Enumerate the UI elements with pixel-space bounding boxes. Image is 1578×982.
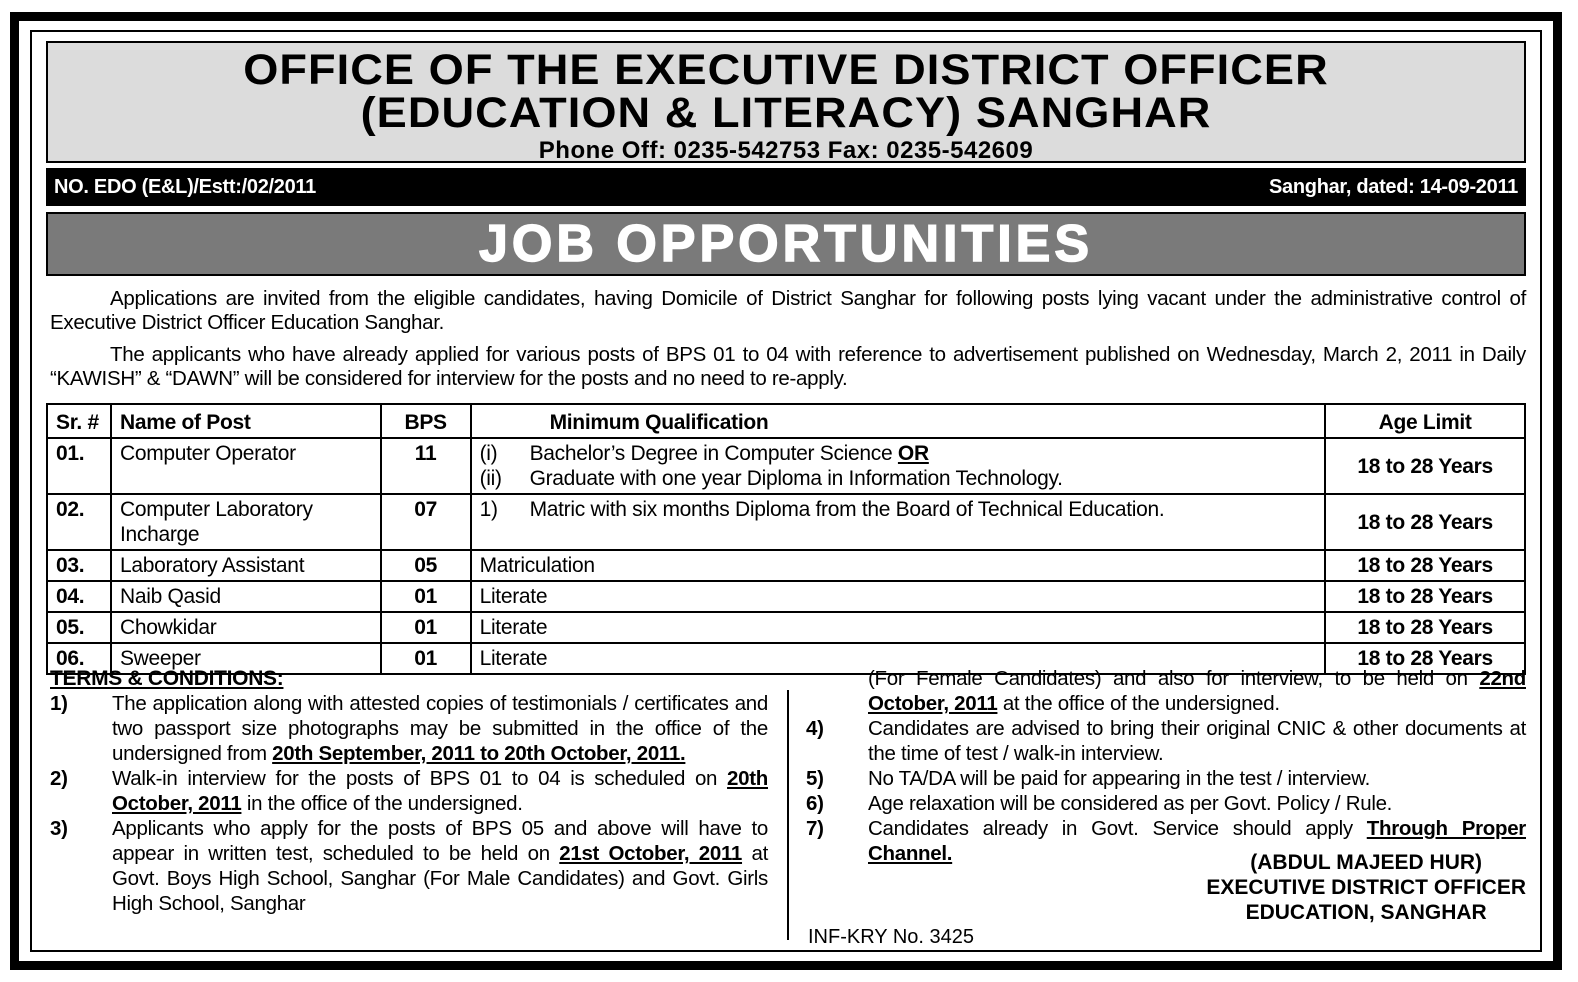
term-number: 2) <box>50 767 68 790</box>
term-text: at Govt. Boys High School, Sanghar (For Male Candidates) and Govt. Girls High School, Sanghar <box>112 842 768 915</box>
term-item <box>50 766 768 816</box>
signatory-name: (ABDUL MAJEED HUR) <box>1250 851 1483 874</box>
item-number: 1) <box>479 498 498 521</box>
banner-title: JOB OPPORTUNITIES <box>46 212 1526 276</box>
sr-cell: 03. <box>47 550 111 581</box>
office-title: OFFICE OF THE EXECUTIVE DISTRICT OFFICER <box>243 46 1329 94</box>
term-text: Age relaxation will be considered as per Govt. Policy / Rule. <box>868 792 1393 815</box>
qualification-cell: Literate <box>471 612 1326 643</box>
term-item <box>806 791 1526 816</box>
term-emphasis: Through Proper Channel. <box>868 817 1526 865</box>
qualification-cell <box>471 438 1326 494</box>
term-text: No TA/DA will be paid for appearing in the test / interview. <box>868 767 1370 790</box>
post-cell: Sweeper <box>111 643 381 674</box>
signatory-department: EDUCATION, SANGHAR <box>1245 901 1487 924</box>
terms-left-column <box>50 666 768 916</box>
age-cell: 18 to 28 Years <box>1325 550 1525 581</box>
header-age: Age Limit <box>1325 404 1525 438</box>
qualification-cell: Literate <box>471 643 1326 674</box>
term-number: 5) <box>806 767 824 790</box>
term-item <box>50 816 768 916</box>
header-qualification: Minimum Qualification <box>471 404 1326 438</box>
or-text: OR <box>897 442 929 465</box>
item-number: (i) <box>479 442 498 465</box>
term-text: (For Female Candidates) and also for interview, to be held on <box>868 667 1480 690</box>
inf-number: INF-KRY No. 3425 <box>808 926 975 948</box>
terms-title: TERMS & CONDITIONS: <box>50 667 284 690</box>
term-number: 3) <box>50 817 68 840</box>
post-cell: Chowkidar <box>111 612 381 643</box>
sr-cell: 01. <box>47 438 111 494</box>
intro-paragraph-2: The applicants who have already applied for various posts of BPS 01 to 04 with reference to advertisement published on Wednesday, March 2, 2011 in Daily “KAWISH” & “DAWN” will be considered for interview for the posts and no need to re-apply. <box>50 343 1526 390</box>
qualification-text: Graduate with one year Diploma in Information Technology. <box>529 467 1063 490</box>
reference-number: NO. EDO (E&L)/Estt:/02/2011 <box>54 175 316 198</box>
term-number: 7) <box>806 817 824 840</box>
bps-cell: 01 <box>381 643 471 674</box>
age-cell: 18 to 28 Years <box>1325 494 1525 550</box>
age-cell: 18 to 28 Years <box>1325 612 1525 643</box>
header-bps: BPS <box>381 404 471 438</box>
age-cell: 18 to 28 Years <box>1325 643 1525 674</box>
column-divider <box>787 690 789 940</box>
post-cell: Computer Operator <box>111 438 381 494</box>
term-text: Candidates already in Govt. Service should apply <box>868 817 1367 840</box>
term-number: 1) <box>50 692 68 715</box>
term-text: at the office of the undersigned. <box>997 692 1280 715</box>
qualification-cell: Matriculation <box>471 550 1326 581</box>
item-number: (ii) <box>479 467 502 490</box>
age-cell: 18 to 28 Years <box>1325 581 1525 612</box>
contact-info: Phone Off: 0235-542753 Fax: 0235-542609 <box>538 137 1034 164</box>
bps-cell: 05 <box>381 550 471 581</box>
posts-table <box>46 403 1526 675</box>
sr-cell: 05. <box>47 612 111 643</box>
table-row <box>47 612 1525 643</box>
signatory-title: EXECUTIVE DISTRICT OFFICER <box>1206 876 1526 899</box>
sr-cell: 04. <box>47 581 111 612</box>
bps-cell: 07 <box>381 494 471 550</box>
post-cell: Laboratory Assistant <box>111 550 381 581</box>
qualification-text: Matric with six months Diploma from the Board of Technical Education. <box>529 498 1165 521</box>
term-date: 20th October, 2011 <box>112 767 768 815</box>
table-row <box>47 550 1525 581</box>
intro-paragraph-1: Applications are invited from the eligible candidates, having Domicile of District Sanghar for following posts lying vacant under the administrative control of Executive District Officer Education Sanghar. <box>50 287 1526 334</box>
term-item-continued <box>806 666 1526 716</box>
age-cell: 18 to 28 Years <box>1325 438 1525 494</box>
office-subtitle: (EDUCATION & LITERACY) SANGHAR <box>360 89 1212 137</box>
sr-cell: 02. <box>47 494 111 550</box>
term-date: 22nd October, 2011 <box>868 667 1526 715</box>
term-text: The application along with attested copies of testimonials / certificates and two passport size photographs may be submitted in the office of the undersigned from <box>112 692 768 765</box>
reference-bar <box>46 168 1526 206</box>
header-box <box>46 41 1526 163</box>
term-text: in the office of the undersigned. <box>241 792 523 815</box>
date: Sanghar, dated: 14-09-2011 <box>1269 175 1518 198</box>
post-cell: Naib Qasid <box>111 581 381 612</box>
qualification-cell: Literate <box>471 581 1326 612</box>
bps-cell: 01 <box>381 612 471 643</box>
bps-cell: 01 <box>381 581 471 612</box>
header-post: Name of Post <box>111 404 381 438</box>
qualification-text: Bachelor’s Degree in Computer Science <box>529 442 898 465</box>
term-number: 6) <box>806 792 824 815</box>
sr-cell: 06. <box>47 643 111 674</box>
term-text: Candidates are advised to bring their original CNIC & other documents at the time of test / walk-in interview. <box>868 717 1526 765</box>
term-item <box>50 691 768 766</box>
term-item <box>806 766 1526 791</box>
signature-block <box>1206 850 1526 925</box>
term-item <box>806 716 1526 766</box>
term-text: Walk-in interview for the posts of BPS 01 to 04 is scheduled on <box>112 767 728 790</box>
term-number: 4) <box>806 717 824 740</box>
table-row <box>47 581 1525 612</box>
term-date: 21st October, 2011 <box>559 842 743 865</box>
post-cell: Computer Laboratory Incharge <box>111 494 381 550</box>
term-text: Applicants who apply for the posts of BPS 05 and above will have to appear in written test, scheduled to be held on <box>112 817 768 865</box>
term-date: 20th September, 2011 to 20th October, 2011. <box>272 742 686 765</box>
header-sr: Sr. # <box>47 404 111 438</box>
qualification-cell <box>471 494 1326 550</box>
table-header-row <box>47 404 1525 438</box>
bps-cell: 11 <box>381 438 471 494</box>
table-row <box>47 438 1525 494</box>
table-row <box>47 494 1525 550</box>
terms-right-column <box>806 666 1526 866</box>
